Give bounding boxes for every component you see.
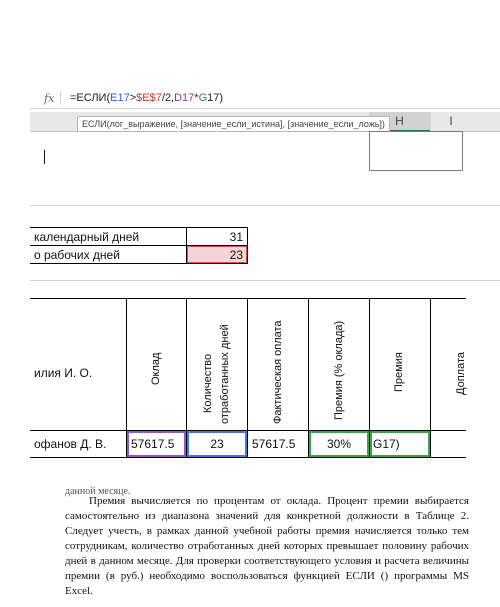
bonus-percent-column-header: Премия (% оклада) (333, 320, 345, 420)
formula-input[interactable] (70, 92, 223, 104)
summary-border (30, 227, 248, 228)
formula-part: E17 (110, 92, 130, 104)
grid-line (30, 205, 500, 206)
cell-border (369, 131, 463, 132)
function-tooltip: ЕСЛИ(лог_выражение, [значение_если_истина], [значение_если_ложь]) (77, 116, 390, 132)
cell-border (462, 131, 463, 171)
days-value: 23 (210, 437, 224, 451)
table-column-border (247, 298, 248, 458)
actual-pay-column-header: Фактическая оплата (272, 320, 284, 424)
table-border-top (30, 298, 466, 299)
cut-caption: данной месяце. (65, 486, 131, 497)
column-header-h[interactable]: H (369, 112, 430, 132)
instruction-text: Премия вычисляется по процентам от оклада. Процент премии выбирается самостоятельно из диапазона значений для конкретной должности в Таблице 2. Следует учесть, в рамках данной учебной работы премия начисляется только тем сотрудникам, количество отработанных дней которых превышает половину рабочих дней в данном месяце. Для проверки соответствующего условия и расчета величины премии (в руб.) необходимо воспользоваться функцией ЕСЛИ () программы MS Excel. (65, 495, 469, 597)
days-column-header-line2: отработанных дней (219, 324, 231, 424)
header-divider (430, 112, 431, 131)
bonus-column-header: Премия (393, 352, 405, 392)
formula-part: /2, (161, 92, 175, 104)
employee-name-cell[interactable]: офанов Д. В. (34, 437, 107, 451)
cell-border (369, 170, 463, 171)
formula-part: * (194, 92, 199, 104)
formula-part: G (198, 92, 208, 104)
formula-part: 17) (207, 92, 224, 104)
bonus-percent-value: 30% (326, 437, 352, 451)
salary-value: 57617.5 (131, 437, 175, 451)
summary-border (247, 227, 248, 264)
text-cursor (44, 150, 45, 164)
actual-pay-value[interactable]: 57617.5 (252, 437, 296, 451)
table-border-bottom (30, 457, 466, 458)
column-header-i[interactable]: I (449, 114, 453, 128)
grid-line (30, 280, 500, 281)
formula-part: D17 (174, 92, 195, 104)
extra-pay-column-header: Доплата (455, 352, 467, 395)
bonus-formula-value: G17) (373, 437, 400, 451)
table-column-border (430, 298, 431, 458)
calendar-days-label: календарный дней (34, 230, 140, 244)
calendar-days-value[interactable]: 31 (229, 230, 243, 244)
summary-border (30, 263, 248, 264)
cell-border (369, 131, 370, 171)
formula-bar-separator (60, 91, 61, 105)
formula-part: $E$7 (136, 92, 162, 104)
function-icon[interactable]: fx (44, 92, 55, 105)
work-days-value: 23 (229, 248, 243, 262)
instruction-paragraph (65, 494, 469, 599)
formula-part: > (129, 92, 137, 104)
salary-column-header: Оклад (150, 352, 162, 385)
work-days-label: о рабочих дней (34, 248, 120, 262)
formula-part: =ЕСЛИ( (70, 92, 111, 104)
name-column-header: илия И. О. (34, 366, 93, 380)
days-column-header-line1: Количество (202, 353, 214, 413)
